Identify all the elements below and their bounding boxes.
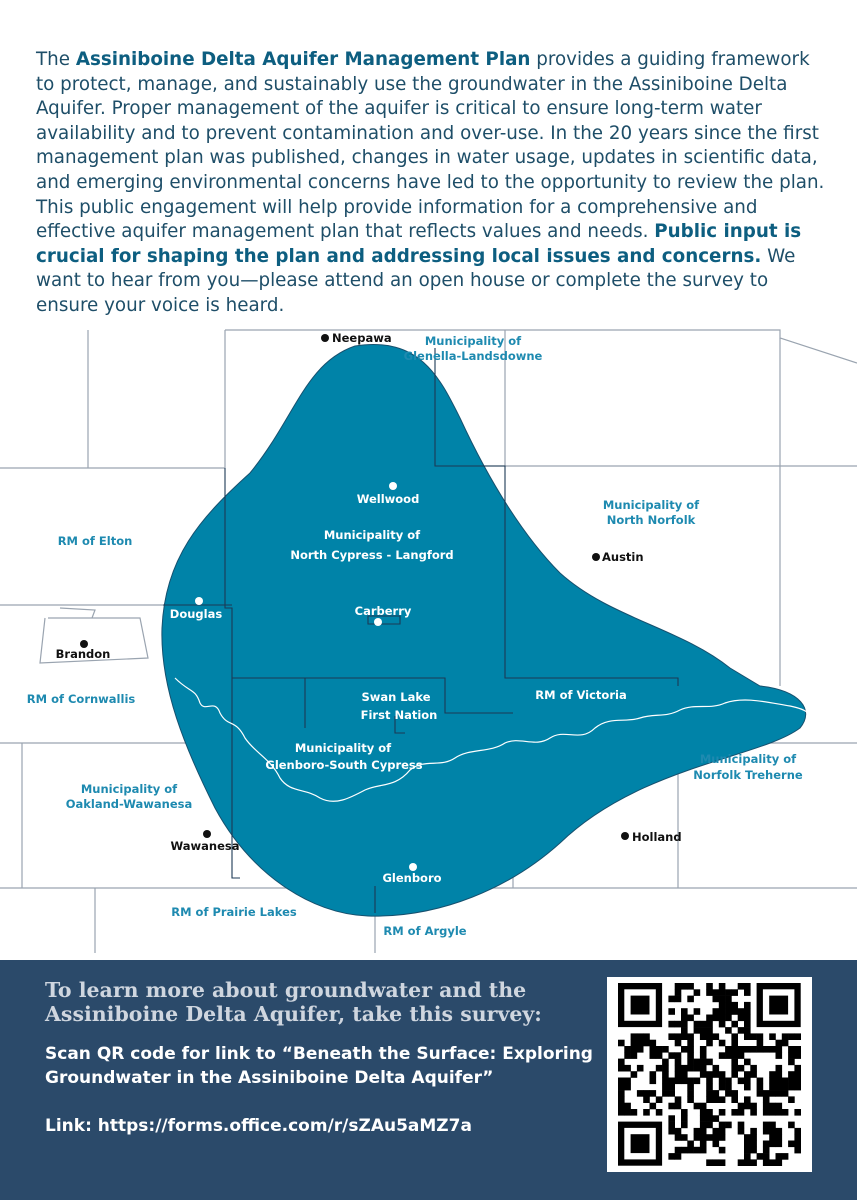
label-glenboro-sc-2: Glenboro-South Cypress (265, 758, 423, 772)
town-carberry: Carberry (354, 604, 412, 618)
town-dot-glenboro (409, 863, 417, 871)
qr-code[interactable] (607, 977, 812, 1172)
label-swan-lake-1: Swan Lake (361, 690, 431, 704)
qr-code-image (607, 977, 812, 1172)
survey-banner (0, 960, 857, 1200)
label-swan-lake-2: First Nation (360, 708, 438, 722)
label-cornwallis: RM of Cornwallis (26, 692, 136, 706)
town-neepawa: Neepawa (332, 331, 392, 345)
label-north-norfolk-2: North Norfolk (606, 513, 696, 527)
label-elton: RM of Elton (57, 534, 133, 548)
label-norfolk-treherne-2: Norfolk Treherne (693, 768, 803, 782)
banner-heading: To learn more about groundwater and the Assiniboine Delta Aquifer, take this survey: (45, 978, 542, 1026)
public-input-emphasis: Public input is crucial for shaping the plan and addressing local issues and concerns. (36, 221, 802, 267)
town-wawanesa: Wawanesa (170, 839, 240, 853)
label-glenboro-sc-1: Municipality of (294, 741, 392, 755)
town-holland: Holland (632, 830, 682, 844)
label-north-norfolk-1: Municipality of (602, 498, 700, 512)
town-brandon: Brandon (55, 647, 111, 661)
town-austin: Austin (602, 550, 644, 564)
town-dot-carberry (374, 618, 382, 626)
town-dot-austin (592, 553, 600, 561)
town-dot-wellwood (389, 482, 397, 490)
label-norfolk-treherne-1: Municipality of (699, 752, 797, 766)
label-north-cypress-1: Municipality of (323, 528, 421, 542)
survey-link[interactable]: Link: https://forms.office.com/r/sZAu5aMZ7a (45, 1116, 472, 1136)
aquifer-map (0, 318, 857, 960)
label-oakland-1: Municipality of (80, 782, 178, 796)
label-oakland-2: Oakland-Wawanesa (65, 797, 193, 811)
label-victoria: RM of Victoria (535, 688, 627, 702)
banner-body: Scan QR code for link to “Beneath the Surface: Exploring Groundwater in the Assiniboine Delta Aquifer” (45, 1044, 593, 1088)
label-argyle: RM of Argyle (383, 924, 467, 938)
intro-text-3: We want to hear from you—please attend an open house or complete the survey to ensure your voice is heard. (36, 245, 796, 316)
label-glenella-2: Glenella-Landsdowne (403, 349, 543, 363)
intro-text-1: The (36, 49, 76, 70)
town-douglas: Douglas (169, 607, 223, 621)
town-dot-holland (621, 832, 629, 840)
town-wellwood: Wellwood (356, 492, 420, 506)
intro-paragraph (36, 48, 826, 319)
intro-text-2: provides a guiding framework to protect, manage, and sustainably use the groundwater in the Assiniboine Delta Aquifer. Proper management of the aquifer is critical to ensure long-term water availability and to prevent contamination and over-use. In the 20 years since the first management plan was published, changes in water usage, updates in scientific data, and emerging environmental concerns have led to the opportunity to review the plan. This public engagement will help provide information for a comprehensive and effective aquifer management plan that reflects values and needs. (36, 49, 825, 243)
label-north-cypress-2: North Cypress - Langford (290, 548, 454, 562)
label-glenella-1: Municipality of (424, 334, 522, 348)
town-dot-douglas (195, 597, 203, 605)
aquifer-area (162, 345, 806, 917)
town-dot-neepawa (321, 334, 329, 342)
label-prairie-lakes: RM of Prairie Lakes (171, 905, 297, 919)
town-dot-wawanesa (203, 830, 211, 838)
town-glenboro: Glenboro (382, 871, 442, 885)
plan-name: Assiniboine Delta Aquifer Management Plan (75, 49, 531, 70)
